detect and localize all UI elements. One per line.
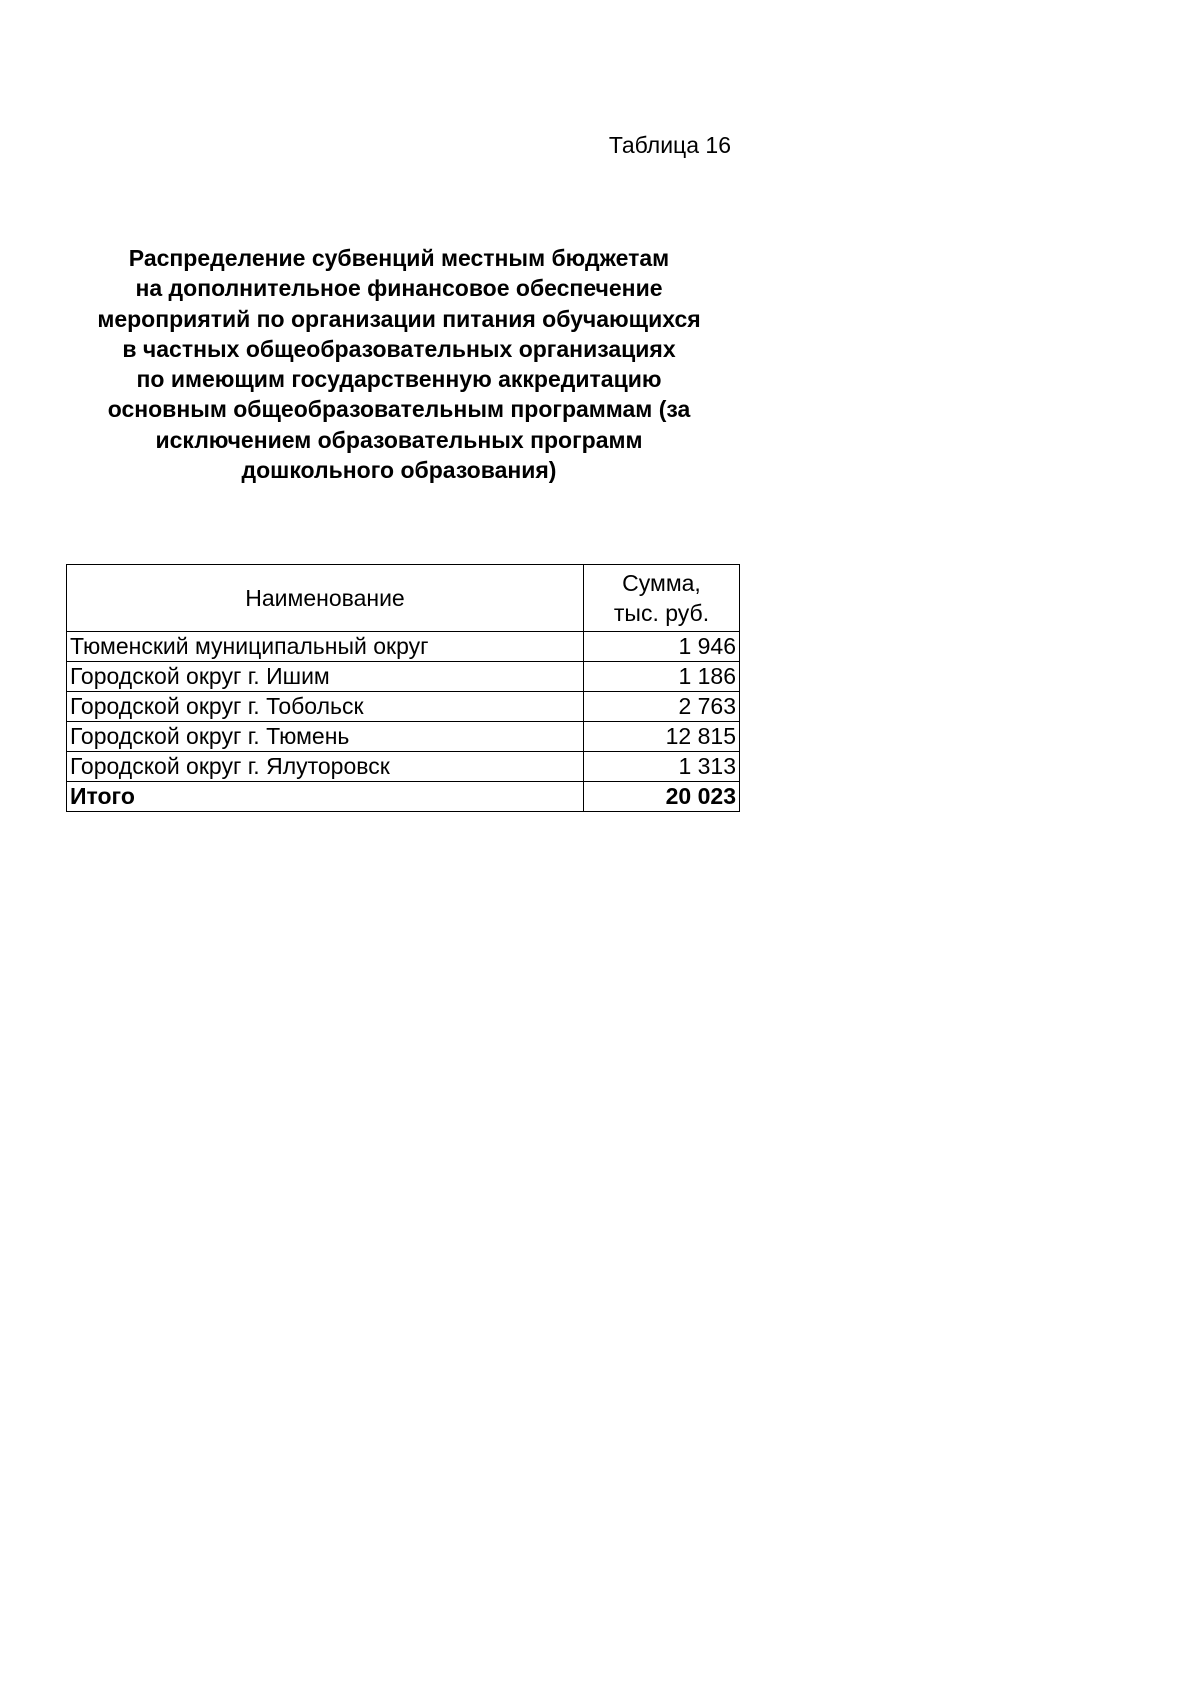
table-row — [67, 722, 740, 752]
row-name: Тюменский муниципальный округ — [67, 632, 584, 662]
title-line: дошкольного образования) — [241, 457, 557, 484]
table-total-row — [67, 782, 740, 812]
document-title — [66, 243, 732, 485]
table-row — [67, 692, 740, 722]
header-sum-line1: Сумма, — [622, 570, 701, 596]
title-line: по имеющим государственную аккредитацию — [136, 366, 662, 393]
total-sum: 20 023 — [584, 782, 740, 812]
table-row — [67, 632, 740, 662]
row-sum: 2 763 — [584, 692, 740, 722]
title-line: на дополнительное финансовое обеспечение — [135, 275, 663, 302]
subventions-table — [66, 564, 740, 812]
row-name: Городской округ г. Тюмень — [67, 722, 584, 752]
row-sum: 1 186 — [584, 662, 740, 692]
header-sum — [584, 565, 740, 632]
row-sum: 1 946 — [584, 632, 740, 662]
header-sum-line2: тыс. руб. — [613, 600, 710, 626]
row-name: Городской округ г. Тобольск — [67, 692, 584, 722]
title-line: Распределение субвенций местным бюджетам — [128, 245, 670, 271]
row-name: Городской округ г. Ялуторовск — [67, 752, 584, 782]
title-line: основным общеобразовательным программам (за — [107, 396, 691, 423]
table-row — [67, 752, 740, 782]
header-name: Наименование — [67, 565, 584, 632]
row-sum: 1 313 — [584, 752, 740, 782]
table-number-label: Таблица 16 — [608, 132, 731, 158]
title-line: в частных общеобразовательных организациях — [122, 335, 676, 362]
total-name: Итого — [67, 782, 584, 812]
title-line: исключением образовательных программ — [155, 426, 643, 453]
title-line: мероприятий по организации питания обучающихся — [97, 305, 701, 332]
table-row — [67, 662, 740, 692]
row-sum: 12 815 — [584, 722, 740, 752]
row-name: Городской округ г. Ишим — [67, 662, 584, 692]
table-header-row — [67, 565, 740, 632]
